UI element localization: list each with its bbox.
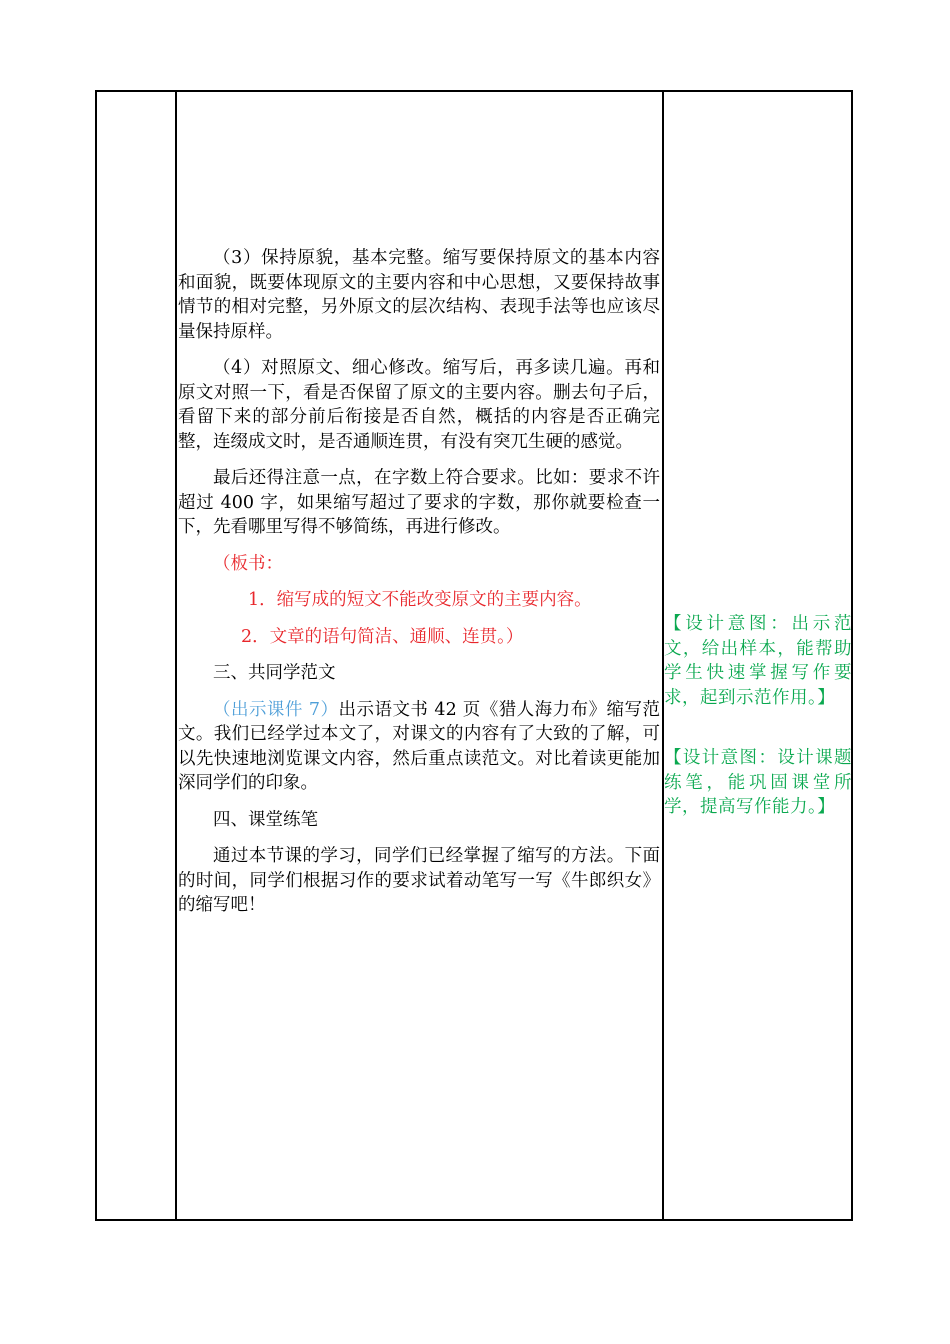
paragraph-revise: （4）对照原文、细心修改。缩写后，再多读几遍。再和原文对照一下，看是否保留了原文的主要内容。删去句子后，看留下来的部分前后衔接是否自然，概括的内容是否正确完整，连缀成文时，是否通顺连贯，有没有突兀生硬的感觉。 [178, 358, 660, 452]
paragraph-model-essay [178, 698, 660, 796]
model-essay-text: 出示语文书 42 页《猎人海力布》缩写范文。我们已经学过本文了，对课文的内容有了大致的了解，可以先快速地浏览课文内容，然后重点读范文。对比着读更能加深同学们的印象。 [178, 699, 660, 793]
section-heading-4: 四、课堂练笔 [213, 809, 318, 830]
paragraph-practice: 通过本节课的学习，同学们已经掌握了缩写的方法。下面的时间，同学们根据习作的要求试着动笔写一写《牛郎织女》的缩写吧！ [178, 846, 660, 915]
teaching-content [178, 246, 660, 918]
column-divider-1 [175, 92, 177, 1219]
paragraph-keep-original: （3）保持原貌，基本完整。缩写要保持原文的基本内容和面貌，既要体现原文的主要内容和中心思想，又要保持故事情节的相对完整，另外原文的层次结构、表现手法等也应该尽量保持原样。 [178, 248, 660, 342]
section-heading-3: 三、共同学范文 [213, 663, 336, 683]
board-title: （板书： [213, 553, 283, 574]
paragraph-word-count: 最后还得注意一点，在字数上符合要求。比如：要求不许超过 400 字，如果缩写超过了要求的字数，那你就要检查一下，先看哪里写得不够简练，再进行修改。 [178, 468, 660, 537]
design-note-1: 【设计意图：出示范文，给出样本，能帮助学生快速掌握写作要求，起到示范作用。】 [664, 614, 852, 708]
board-point-2: 2．文章的语句简洁、通顺、连贯。） [241, 626, 524, 647]
design-note-2: 【设计意图：设计课题练笔，能巩固课堂所学，提高写作能力。】 [664, 748, 852, 817]
courseware-note: （出示课件 7） [213, 699, 339, 720]
board-point-1: 1．缩写成的短文不能改变原文的主要内容。 [248, 590, 592, 610]
